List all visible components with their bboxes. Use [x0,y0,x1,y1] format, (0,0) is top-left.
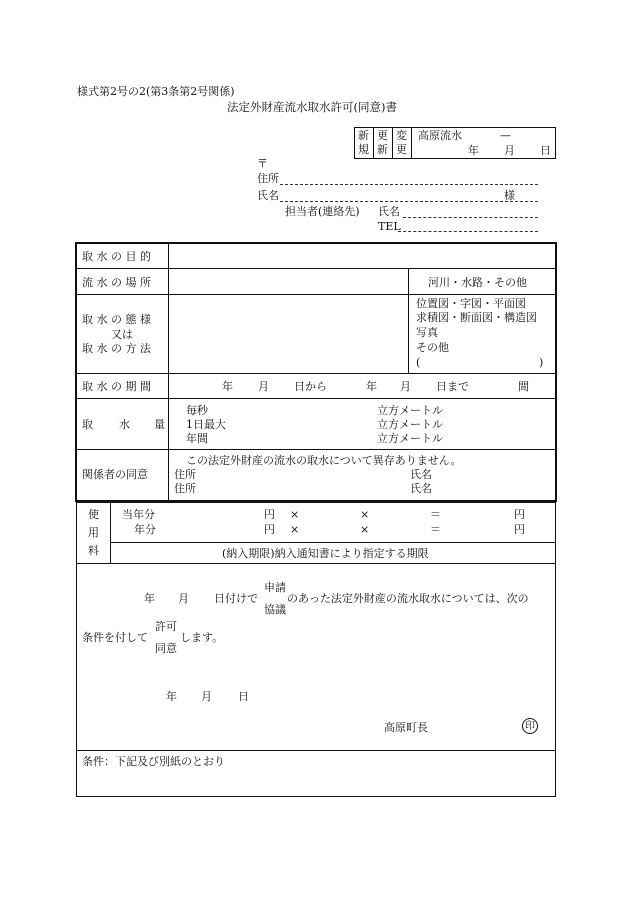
fee-annual-times-2: × [360,523,370,536]
receipt-year: 年 [468,144,479,157]
amount-label-1: 取 [82,418,93,431]
fee-label-divider [110,502,111,564]
sign-year: 年 [166,690,177,703]
unit-annual: 立方メートル [377,432,443,445]
fee-annual-times-1: × [290,523,300,536]
seal-icon: 印 [522,718,538,734]
period-month-1: 月 [258,380,269,393]
consultation-option: 協議 [264,603,286,616]
contact-name-label: 氏名 [378,205,400,218]
method-label-1: 取 水 の 態 様 [82,313,151,326]
document-title: 法定外財産流水取水許可(同意)書 [227,100,397,114]
sign-month: 月 [201,690,212,703]
amount-label-3: 量 [154,418,165,431]
new-label-1: 新 [358,129,369,142]
attachment-4: その他 [416,341,449,354]
name-label: 氏名 [257,189,279,202]
row-divider-1 [76,268,556,269]
number-dash: — [500,129,511,142]
office-label: 高原流水 [418,129,462,142]
period-year-2: 年 [366,380,377,393]
renew-label-1: 更 [377,129,388,142]
receipt-divider-3 [411,127,412,159]
other-paren-close: ) [539,356,544,369]
fee-annual-equals: ＝ [430,523,441,536]
purpose-label: 取 水 の 目 的 [82,250,151,263]
tel-label: TEL [378,220,401,233]
mayor-title: 高原町長 [384,721,428,734]
permit-option: 許可 [155,620,177,633]
label-column-divider [168,243,169,501]
period-to: 日まで [436,380,469,393]
sign-day: 日 [238,690,249,703]
contact-name-line[interactable] [403,217,538,218]
fee-row-divider [110,542,556,543]
application-option: 申請 [264,581,286,594]
attachment-1: 位置図・字図・平面図 [416,297,526,310]
place-label: 流 水 の 場 所 [82,276,151,289]
fee-annual-total-yen: 円 [514,523,525,536]
postal-mark: 〒 [257,157,268,170]
fee-annual-yen: 円 [264,523,275,536]
conditions-text: 条件：下記及び別紙のとおり [82,755,225,768]
consent-address-2: 住所 [174,482,196,495]
consent-address-1: 住所 [174,468,196,481]
fee-current-year-label: 当年分 [122,508,155,521]
tel-line[interactable] [398,231,538,232]
approval-year: 年 [144,592,155,605]
other-paren-open: ( [416,356,421,369]
period-from: 日から [294,380,327,393]
approval-body-1: のあった法定外財産の流水取水については、次の [287,592,529,605]
change-label-2: 更 [396,143,407,156]
receipt-divider-2 [392,127,393,159]
fee-current-yen: 円 [264,508,275,521]
place-options: 河川・水路・その他 [428,276,527,289]
amount-label-2: 水 [119,418,130,431]
form-number: 様式第2号の2(第3条第2号関係) [77,85,235,98]
fee-annual-label: 年分 [134,523,156,536]
annual-label: 年間 [186,432,208,445]
period-month-2: 月 [400,380,411,393]
fee-label-char-1: 使 [88,508,99,521]
row-divider-2 [76,294,556,295]
method-label-3: 取 水 の 方 法 [82,342,151,355]
consent-label: 関係者の同意 [82,468,148,481]
period-label: 取 水 の 期 間 [82,380,151,393]
renew-label-2: 新 [377,143,388,156]
per-second-label: 毎秒 [186,404,208,417]
receipt-day: 日 [540,144,551,157]
row-divider-5 [76,449,556,450]
fee-label-char-2: 用 [88,526,99,539]
attachment-3: 写真 [416,326,438,339]
unit-per-second: 立方メートル [377,404,443,417]
approval-dated: 日付けで [214,592,258,605]
fee-label-char-3: 料 [88,544,99,557]
address-line[interactable] [280,184,538,185]
name-line[interactable] [280,201,538,202]
options-column-divider [408,269,409,373]
daily-max-label: 1日最大 [186,418,226,431]
period-year-1: 年 [222,380,233,393]
consent-option: 同意 [155,642,177,655]
attachment-2: 求積図・断面図・構造図 [416,311,537,324]
fee-current-equals: ＝ [430,508,441,521]
period-duration: 間 [518,380,529,393]
new-label-2: 規 [358,143,369,156]
receipt-divider-1 [373,127,374,159]
consent-name-2: 氏名 [410,482,432,495]
row-divider-3 [76,373,556,374]
change-label-1: 変 [396,129,407,142]
fee-current-times-1: × [290,508,300,521]
fee-current-times-2: × [360,508,370,521]
fee-deadline: (納入期限)納入通知書により指定する期限 [222,547,429,560]
honorific: 様 [504,189,515,202]
contact-label: 担当者(連絡先) [285,205,360,218]
fee-current-total-yen: 円 [514,508,525,521]
method-label-2: 又は [111,328,133,341]
row-divider-4 [76,398,556,399]
consent-name-1: 氏名 [410,468,432,481]
receipt-month: 月 [504,144,515,157]
consent-text: この法定外財産の流水の取水について異存ありません。 [186,454,462,467]
unit-daily-max: 立方メートル [377,418,443,431]
approval-body-2b: します。 [180,631,224,644]
approval-month: 月 [178,592,189,605]
address-label: 住所 [257,172,279,185]
approval-body-2a: 条件を付して [82,631,148,644]
